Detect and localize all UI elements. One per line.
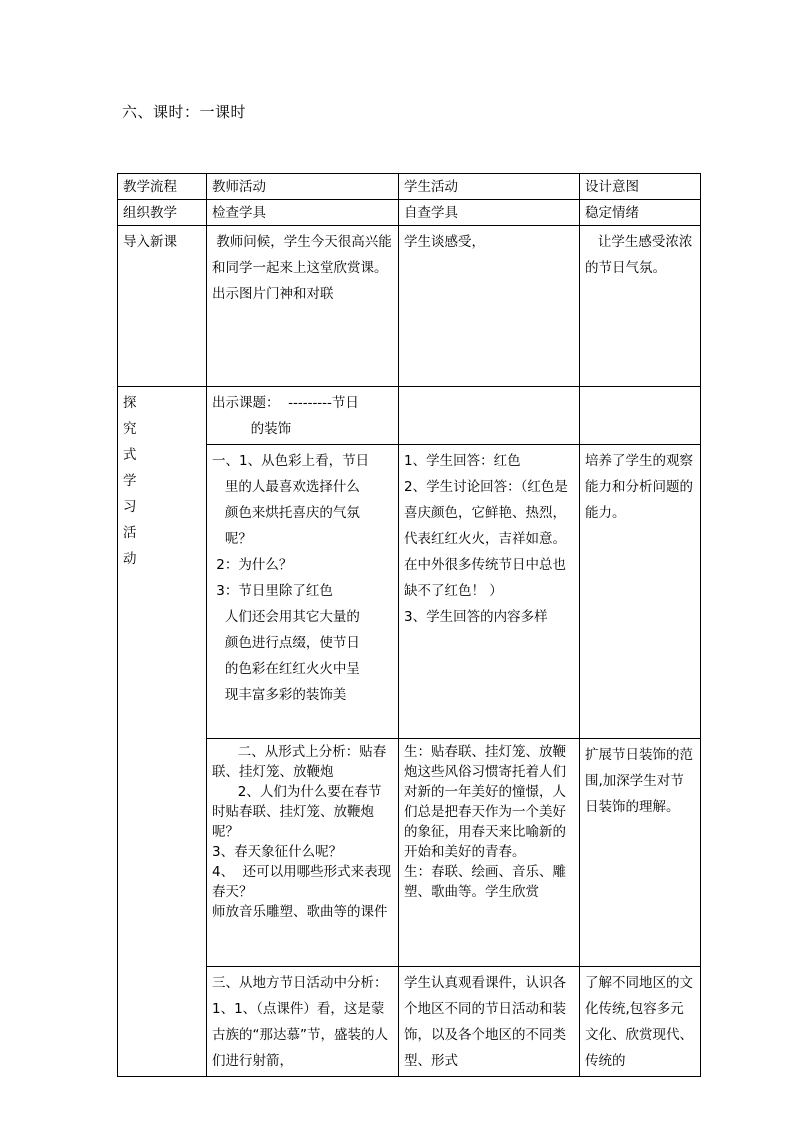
color-teacher <box>207 445 399 739</box>
header-teacher: 教师活动 <box>207 174 399 200</box>
explore-stage-char: 动 <box>123 551 137 567</box>
topic-teacher <box>207 387 399 445</box>
header-stage: 教学流程 <box>118 174 207 200</box>
topic-teacher-text: 出示课题： ---------节日 的装饰 <box>212 395 359 437</box>
topic-intent <box>580 387 701 445</box>
intro-teacher-text: 教师问候，学生今天很高兴能和同学一起来上这堂欣赏课。出示图片门神和对联 <box>212 234 392 302</box>
local-teacher-text: 三、从地方节日活动中分析：1、1、（点课件）看，这是蒙古族的“那达慕”节，盛装的人们进行射箭， <box>212 975 388 1069</box>
organize-intent: 稳定情绪 <box>580 200 701 226</box>
organize-teacher: 检查学具 <box>207 200 399 226</box>
table-row-topic <box>118 387 701 445</box>
intro-intent <box>580 226 701 387</box>
form-teacher-text: 二、从形式上分析：贴春联、挂灯笼、放鞭炮 2、人们为什么要在春节时贴春联、挂灯笼、放鞭炮呢？ 3、春天象征什么呢？ 4、 还可以用哪些形式来表现春天？ 师放音乐雕塑、歌曲等的课件 <box>212 744 392 920</box>
explore-stage-char: 式 <box>123 447 137 463</box>
topic-student <box>399 387 580 445</box>
organize-stage: 组织教学 <box>118 200 207 226</box>
lesson-plan-table <box>117 173 701 1077</box>
color-student-text: 1、学生回答：红色 2、学生讨论回答：（红色是喜庆颜色，它鲜艳、热烈，代表红红火火，吉祥如意。在中外很多传统节日中总也缺不了红色！ ） 3、学生回答的内容多样 <box>404 453 568 625</box>
local-teacher <box>207 967 399 1077</box>
color-teacher-text: 一、1、从色彩上看，节日 里的人最喜欢选择什么 颜色来烘托喜庆的气氛 呢？ 2：为什么？ 3：节日里除了红色 人们还会用其它大量的 颜色进行点缀，使节日 的色彩在红红火火中呈 现丰富多彩的装饰美 <box>212 453 370 703</box>
intro-student: 学生谈感受， <box>399 226 580 387</box>
color-intent <box>580 445 701 739</box>
table-row-intro <box>118 226 701 387</box>
table-row-organize <box>118 200 701 226</box>
intro-teacher <box>207 226 399 387</box>
form-teacher <box>207 739 399 967</box>
intro-stage: 导入新课 <box>118 226 207 387</box>
table-header-row <box>118 174 701 200</box>
organize-student: 自查学具 <box>399 200 580 226</box>
explore-stage-char: 究 <box>123 421 137 437</box>
explore-stage-char: 学 <box>123 473 137 489</box>
local-student-text: 学生认真观看课件，认识各个地区不同的节日活动和装饰，以及各个地区的不同类型、形式 <box>404 975 566 1069</box>
local-intent <box>580 967 701 1077</box>
page-heading: 六、课时：一课时 <box>122 103 247 121</box>
form-student-text: 生：贴春联、挂灯笼、放鞭炮这些风俗习惯寄托着人们对新的一年美好的憧憬，人们总是把春天作为一个美好的象征，用春天来比喻新的开始和美好的青春。 生：春联、绘画、音乐、雕塑、歌曲等。学生欣赏 <box>404 744 566 900</box>
form-student <box>399 739 580 967</box>
color-intent-text: 培养了学生的观察能力和分析问题的能力。 <box>585 453 693 521</box>
header-student: 学生活动 <box>399 174 580 200</box>
local-student <box>399 967 580 1077</box>
explore-stage-char: 习 <box>123 499 137 515</box>
explore-stage-char: 探 <box>123 395 137 411</box>
explore-stage-char: 活 <box>123 525 137 541</box>
form-intent <box>580 739 701 967</box>
local-intent-text: 了解不同地区的文化传统,包容多元文化、欣赏现代、传统的 <box>585 975 693 1069</box>
header-intent: 设计意图 <box>580 174 701 200</box>
explore-stage <box>118 387 207 1077</box>
intro-intent-text: 让学生感受浓浓的节日气氛。 <box>585 234 693 276</box>
form-intent-text: 扩展节日装饰的范围,加深学生对节日装饰的理解。 <box>585 747 693 815</box>
color-student <box>399 445 580 739</box>
